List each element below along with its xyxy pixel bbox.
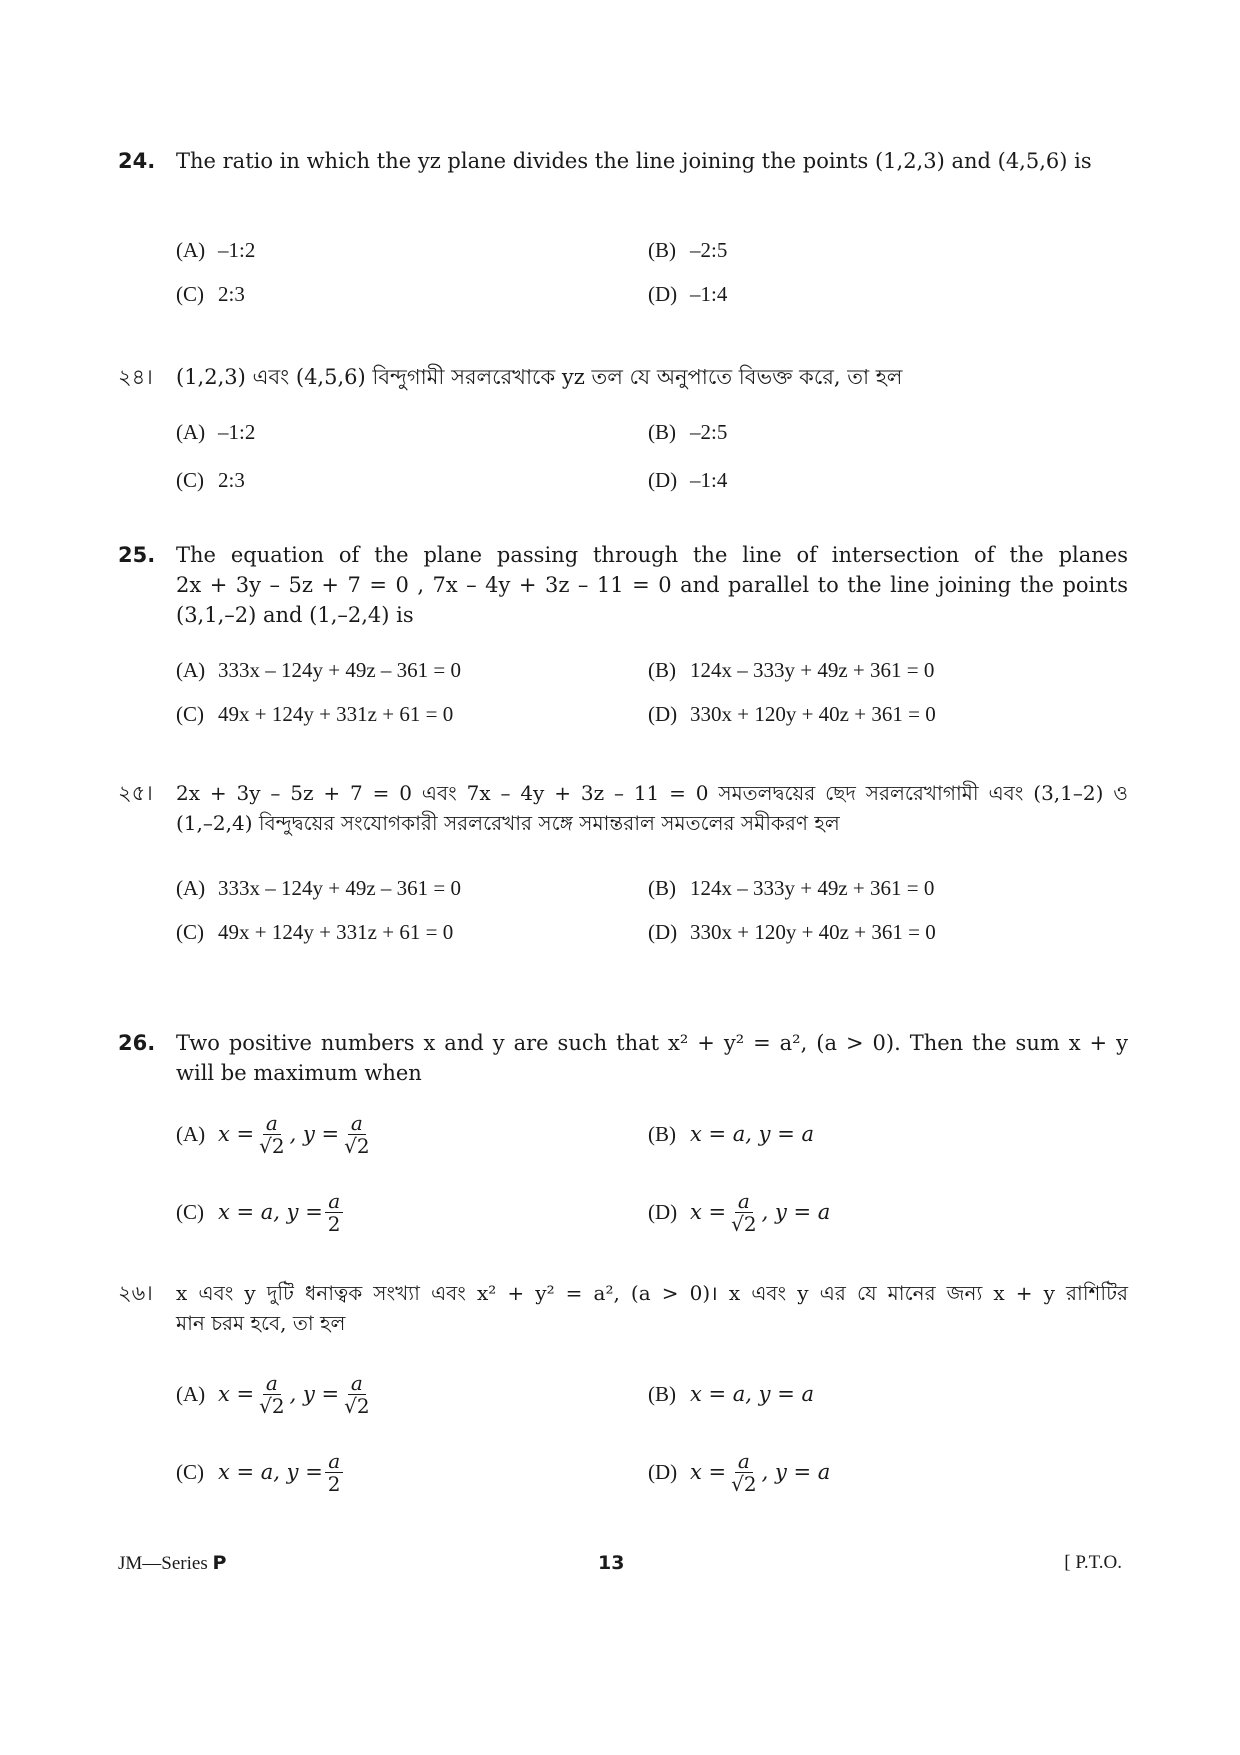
question-number: 24. — [118, 149, 156, 173]
options-24-bengali — [176, 410, 1076, 506]
option-c: (C) 2:3 — [176, 281, 245, 306]
options-24 — [176, 228, 1076, 316]
question-text-line2: 2x + 3y – 5z + 7 = 0 , 7x – 4y + 3z – 11 = 0 and parallel to the line joining the points — [176, 573, 1128, 597]
option-c: (C) x = a, y = $\frac{a}{2}$ — [176, 1436, 346, 1508]
option-b: (B) x = a, y = a — [648, 1121, 814, 1146]
question-number: ২৪। — [118, 365, 153, 389]
option-b: (B) 124x – 333y + 49z + 361 = 0 — [648, 875, 935, 900]
option-b: (B) 124x – 333y + 49z + 361 = 0 — [648, 657, 935, 682]
page-footer — [118, 1552, 1122, 1582]
options-25 — [176, 648, 1076, 736]
option-b: (B) –2:5 — [648, 237, 728, 262]
option-b: (B) –2:5 — [648, 419, 728, 444]
option-a: (A) –1:2 — [176, 419, 256, 444]
option-b: (B) x = a, y = a — [648, 1381, 814, 1406]
question-text-line1: Two positive numbers x and y are such that x² + y² = a², (a > 0). Then the sum x + y — [176, 1031, 1128, 1055]
option-d: (D) –1:4 — [648, 281, 728, 306]
pto-label: [ P.T.O. — [1064, 1552, 1122, 1573]
question-number: ২৬। — [118, 1281, 153, 1305]
option-a: (A) –1:2 — [176, 237, 256, 262]
options-26-bengali — [176, 1358, 1076, 1508]
question-number: 25. — [118, 543, 156, 567]
question-number: 26. — [118, 1031, 156, 1055]
options-25-bengali — [176, 866, 1076, 954]
question-text-line1: 2x + 3y – 5z + 7 = 0 এবং 7x – 4y + 3z – 11 = 0 সমতলদ্বয়ের ছেদ সরলরেখাগামী এবং (3,1–2) ও — [176, 781, 1128, 805]
series-label: JM—Series P — [118, 1552, 227, 1574]
option-d: (D) x = $\frac{a}{√2}$ , y = a — [648, 1448, 831, 1496]
options-26 — [176, 1098, 1076, 1248]
option-a: (A) x = $\frac{a}{√2}$ , y = $\frac{a}{√2}$ — [176, 1370, 370, 1418]
option-a: (A) 333x – 124y + 49z – 361 = 0 — [176, 657, 462, 682]
question-26 — [118, 1028, 1128, 1088]
question-text-line2: মান চরম হবে, তা হল — [176, 1311, 346, 1335]
question-25 — [118, 540, 1128, 630]
option-c: (C) 49x + 124y + 331z + 61 = 0 — [176, 919, 454, 944]
page-number: 13 — [598, 1552, 625, 1574]
option-d: (D) 330x + 120y + 40z + 361 = 0 — [648, 701, 936, 726]
question-25-bengali — [118, 778, 1128, 838]
question-24-bengali — [118, 362, 1128, 392]
question-number: ২৫। — [118, 781, 153, 805]
question-text-line1: The equation of the plane passing through the line of intersection of the planes — [176, 543, 1128, 567]
question-text-line1: x এবং y দুটি ধনাত্বক সংখ্যা এবং x² + y² = a², (a > 0)। x এবং y এর যে মানের জন্য x + y রাশিটির — [176, 1281, 1128, 1305]
question-text-line2: (1,–2,4) বিন্দুদ্বয়ের সংযোগকারী সরলরেখার সঙ্গে সমান্তরাল সমতলের সমীকরণ হল — [176, 811, 840, 835]
question-text: The ratio in which the yz plane divides the line joining the points (1,2,3) and (4,5,6) is — [176, 149, 1092, 173]
question-text: (1,2,3) এবং (4,5,6) বিন্দুগামী সরলরেখাকে yz তল যে অনুপাতে বিভক্ত করে, তা হল — [176, 365, 903, 389]
option-d: (D) x = $\frac{a}{√2}$ , y = a — [648, 1188, 831, 1236]
option-a: (A) 333x – 124y + 49z – 361 = 0 — [176, 875, 462, 900]
option-d: (D) –1:4 — [648, 467, 728, 492]
option-a: (A) x = $\frac{a}{√2}$ , y = $\frac{a}{√2}$ — [176, 1110, 370, 1158]
question-24 — [118, 146, 1128, 176]
option-d: (D) 330x + 120y + 40z + 361 = 0 — [648, 919, 936, 944]
option-c: (C) x = a, y = $\frac{a}{2}$ — [176, 1176, 346, 1248]
question-text-line3: (3,1,–2) and (1,–2,4) is — [176, 603, 414, 627]
question-text-line2: will be maximum when — [176, 1061, 422, 1085]
option-c: (C) 49x + 124y + 331z + 61 = 0 — [176, 701, 454, 726]
question-26-bengali — [118, 1278, 1128, 1338]
option-c: (C) 2:3 — [176, 467, 245, 492]
